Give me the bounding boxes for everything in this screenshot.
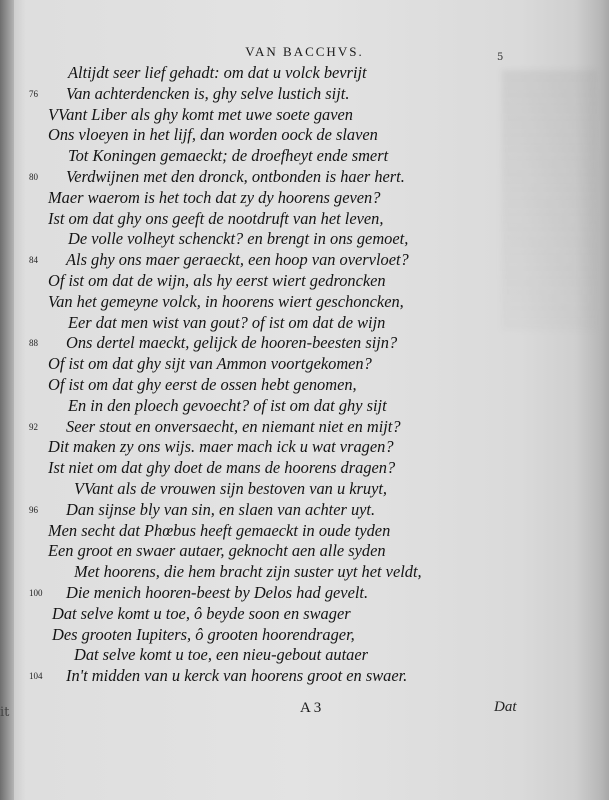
line-number: 104: [29, 671, 43, 682]
show-through-bleed: [502, 70, 597, 330]
verse-text: Verdwijnen met den dronck, ontbonden is haer hert.: [66, 167, 405, 186]
verse-text: Tot Koningen gemaeckt; de droefheyt ende smert: [68, 146, 389, 166]
signature-mark: A 3: [300, 700, 322, 716]
verse-text: Men secht dat Phœbus heeft gemaeckt in oude tyden: [48, 520, 391, 540]
running-header: VAN BACCHVS.: [245, 44, 364, 59]
verse-text: Dan sijnse bly van sin, en slaen van achter uyt.: [66, 499, 376, 519]
verse-text: Dat selve komt u toe, een nieu-gebout autaer: [74, 645, 369, 665]
verse-text: Ist om dat ghy ons geeft de nootdruft van het leven,: [48, 208, 384, 228]
verse-text: Of ist om dat de wijn, als hy eerst wiert gedroncken: [48, 271, 386, 290]
gutter-shadow: [0, 0, 14, 800]
verse-text: Altijdt seer lief gehadt: om dat u volck bevrijt: [68, 63, 367, 82]
verse-text: Die menich hooren-beest by Delos had gevelt.: [66, 583, 369, 602]
page-mark: 5: [497, 52, 504, 63]
line-number: 96: [29, 504, 38, 515]
left-margin-mark: it: [0, 705, 10, 720]
verse-text: Van achterdencken is, ghy selve lustich sijt.: [66, 83, 350, 103]
catchword: Dat: [494, 699, 517, 715]
line-number: 84: [29, 255, 38, 266]
line-number: 88: [29, 338, 38, 349]
verse-text: Eer dat men wist van gout? of ist om dat de wijn: [68, 312, 386, 332]
verse-text: Als ghy ons maer geraeckt, een hoop van overvloet?: [66, 250, 409, 270]
verse-text: Maer waerom is het toch dat zy dy hoorens geven?: [48, 187, 381, 207]
verse-text: Van het gemeyne volck, in hoorens wiert geschoncken,: [48, 291, 404, 311]
line-number: 76: [29, 88, 38, 99]
line-number: 100: [29, 588, 43, 598]
verse-text: Dat selve komt u toe, ô beyde soon en swager: [52, 603, 351, 623]
verse-text: En in den ploech gevoecht? of ist om dat ghy sijt: [68, 395, 387, 415]
verse-text: Of ist om dat ghy sijt van Ammon voortgekomen?: [48, 354, 372, 374]
verse-text: Seer stout en onversaecht, en niemant niet en mijt?: [66, 416, 401, 436]
verse-text: Met hoorens, die hem bracht zijn suster uyt het veldt,: [74, 562, 422, 582]
verse-text: Ist niet om dat ghy doet de mans de hoorens dragen?: [48, 458, 396, 478]
verse-text: VVant als de vrouwen sijn bestoven van u kruyt,: [74, 479, 388, 498]
verse-text: VVant Liber als ghy komt met uwe soete gaven: [48, 104, 353, 124]
verse-text: In't midden van u kerck van hoorens groot en swaer.: [66, 666, 408, 686]
line-number: 92: [29, 421, 38, 432]
verse-text: Ons vloeyen in het lijf, dan worden oock de slaven: [48, 125, 378, 145]
verse-text: Ons dertel maeckt, gelijck de hooren-beesten sijn?: [66, 333, 398, 353]
verse-text: Des grooten Iupiters, ô grooten hoorendrager,: [52, 624, 355, 644]
verse-text: De volle volheyt schenckt? en brengt in ons gemoet,: [68, 229, 409, 249]
line-number: 80: [29, 172, 38, 182]
verse-text: Dit maken zy ons wijs. maer mach ick u wat vragen?: [48, 437, 394, 457]
verse-text: Een groot en swaer autaer, geknocht aen alle syden: [48, 541, 386, 561]
verse-text: Of ist om dat ghy eerst de ossen hebt genomen,: [48, 375, 357, 394]
